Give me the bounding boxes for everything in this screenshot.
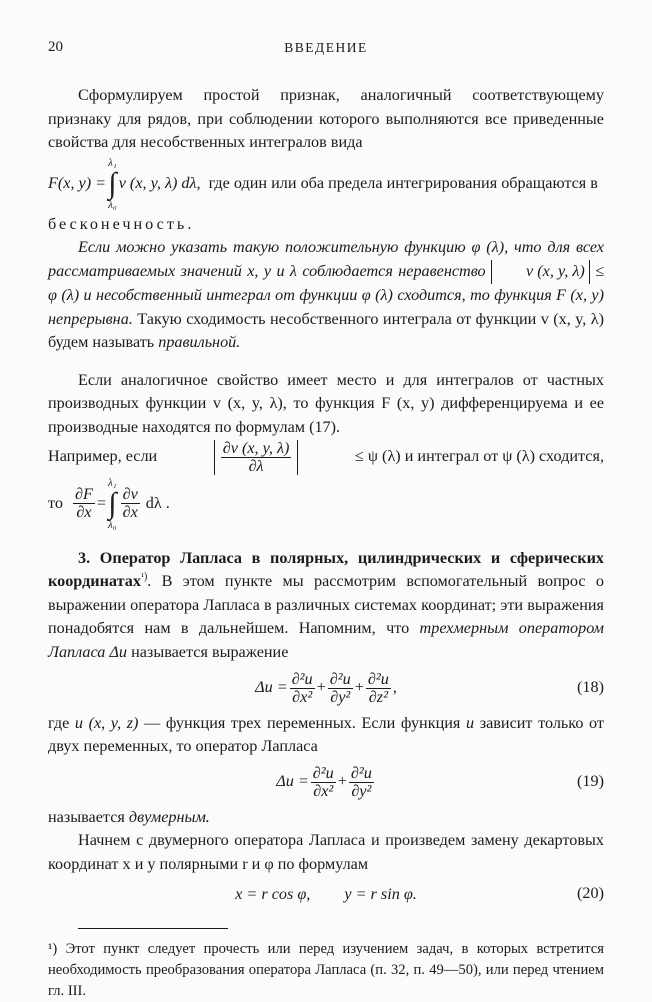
para4-text-a: где xyxy=(48,713,70,732)
equals-sign: = xyxy=(96,493,106,512)
abs-expression: v (x, y, λ) xyxy=(491,260,590,284)
theorem-text-2: ≤ φ (λ) и несобственный интеграл от функции φ (λ) сходится, то функция F (x, y) непрерывна. xyxy=(48,261,605,328)
integral-formula-F xyxy=(48,157,604,211)
eq18-comma: , xyxy=(392,678,397,697)
integral-sign-2 xyxy=(108,477,117,531)
para4-text-b: — функция трех переменных. Если функция xyxy=(144,713,461,732)
eq19-plus: + xyxy=(337,772,347,791)
dF-denominator: ∂x xyxy=(76,503,92,522)
eq19-number: (19) xyxy=(577,772,604,791)
eq18-t1-num: ∂²u xyxy=(291,669,313,688)
paragraph-4 xyxy=(48,712,604,759)
term-regular: правильной. xyxy=(158,333,241,352)
theorem-text-1: Если можно указать такую положительную функцию φ (λ), что для всех рассматриваемых значений x, y и λ соблюдается неравенство xyxy=(48,238,604,280)
eq19-t2-num: ∂²u xyxy=(350,763,372,782)
para4-text-c: зависит только от двух переменных, то оператор Лапласа xyxy=(48,713,604,756)
condition-line xyxy=(48,440,604,475)
integral-symbol: ∫ xyxy=(108,166,117,200)
paragraph-3 xyxy=(48,369,604,440)
page xyxy=(48,36,604,1002)
section-heading: 3. Оператор Лапласа в полярных, цилиндрических и сферических координатах xyxy=(48,548,604,591)
paragraph-3-text: Если аналогичное свойство имеет место и для интегралов от частных производных функции v (x, y, λ), то функция F (x, y) дифференцируема и ее производные находятся по формулам (17). xyxy=(48,370,604,437)
integrand: v (x, y, λ) dλ, xyxy=(118,173,201,192)
integral-upper-limit-2: λ₁ xyxy=(108,476,117,489)
page-number: 20 xyxy=(48,39,63,55)
eq20-left: x = r cos φ, xyxy=(235,884,311,903)
condition-text-start: Например, если xyxy=(48,447,158,466)
eq19-t2-den: ∂y² xyxy=(351,781,372,800)
page-header xyxy=(48,36,604,62)
eq18-t2-num: ∂²u xyxy=(329,669,351,688)
eq18-t3-den: ∂z² xyxy=(368,687,388,706)
integral-symbol-2: ∫ xyxy=(108,486,117,520)
eq19-t1-den: ∂x² xyxy=(313,781,334,800)
formula-trailing-text: где один или оба предела интегрирования обращаются в xyxy=(208,173,598,192)
section-3 xyxy=(48,547,604,665)
dv-numerator: ∂v xyxy=(122,485,138,504)
fraction-numerator: ∂v (x, y, λ) xyxy=(222,438,290,457)
footnote xyxy=(48,939,604,1002)
paragraph-2 xyxy=(48,236,604,354)
footnote-rule xyxy=(78,928,228,929)
eq18-plus-1: + xyxy=(316,678,326,697)
spaced-word: бесконечность. xyxy=(48,214,195,233)
eq20-right: y = r sin φ. xyxy=(344,884,417,903)
integral-lower-limit: λ₀ xyxy=(108,198,117,211)
eq20-number: (20) xyxy=(577,884,604,903)
dlambda: dλ . xyxy=(145,493,170,512)
paragraph-1-text: Сформулируем простой признак, аналогичный соответствующему признаку для рядов, при соблюдении которого выполняются все приведенные свойства для несобственных интегралов вида xyxy=(48,86,604,152)
section-text-2: называется выражение xyxy=(131,642,289,661)
then-word: то xyxy=(48,493,63,512)
integral-lower-limit-2: λ₀ xyxy=(108,518,117,531)
eq18-t3-num: ∂²u xyxy=(367,669,389,688)
abs-derivative xyxy=(214,440,299,475)
derivative-formula xyxy=(48,477,604,531)
dv-denominator: ∂x xyxy=(122,503,138,522)
eq18-number: (18) xyxy=(577,678,604,697)
term-2d: двумерным. xyxy=(128,807,210,826)
equation-19 xyxy=(48,765,604,800)
eq19-lhs: Δu = xyxy=(276,772,309,791)
formula-lhs: F(x, y) = xyxy=(48,173,107,192)
para5-text: называется xyxy=(48,807,125,826)
eq18-lhs: Δu = xyxy=(255,678,288,697)
running-title: ВВЕДЕНИЕ xyxy=(284,40,368,55)
term-3d-laplace: трехмерным оператором Лапласа xyxy=(48,619,605,661)
eq18-t2-den: ∂y² xyxy=(330,687,351,706)
footnote-text: ¹) Этот пункт следует прочесть или перед изучением задач, в которых встретится необходимость преобразования оператора Лапласа (п. 32, п. 49—50), или перед чтением гл. III. xyxy=(48,941,604,1000)
func-u-xyz: u (x, y, z) xyxy=(74,713,139,732)
paragraph-1 xyxy=(48,84,604,155)
section-text-1: . В этом пункте мы рассмотрим вспомогательный вопрос о выражении оператора Лапласа в различных системах координат; эти выражения понадобятся нам в дальнейшем. Напомним, что xyxy=(48,572,604,638)
paragraph-6 xyxy=(48,829,604,876)
eq18-plus-2: + xyxy=(354,678,364,697)
integral-upper-limit: λ₁ xyxy=(108,156,117,169)
para6-text: Начнем с двумерного оператора Лапласа и произведем замену декартовых координат x и y полярными r и φ по формулам xyxy=(48,831,604,873)
paragraph-5 xyxy=(48,806,604,830)
footnote-mark: ¹) xyxy=(140,571,148,583)
condition-text-end: ≤ ψ (λ) и интеграл от ψ (λ) сходится, xyxy=(354,447,604,466)
dF-numerator: ∂F xyxy=(74,485,93,504)
var-u: u xyxy=(465,713,475,732)
paragraph-1-end xyxy=(48,213,604,237)
fraction-denominator: ∂λ xyxy=(248,456,264,475)
equation-18 xyxy=(48,671,604,706)
eq18-t1-den: ∂x² xyxy=(292,687,313,706)
delta-u: Δu xyxy=(109,642,128,661)
equation-20 xyxy=(48,883,604,907)
paragraph-2-rest: Такую сходимость несобственного интеграла от функции v (x, y, λ) будем называть xyxy=(48,309,604,352)
integral-sign xyxy=(108,157,117,211)
eq19-t1-num: ∂²u xyxy=(312,763,334,782)
